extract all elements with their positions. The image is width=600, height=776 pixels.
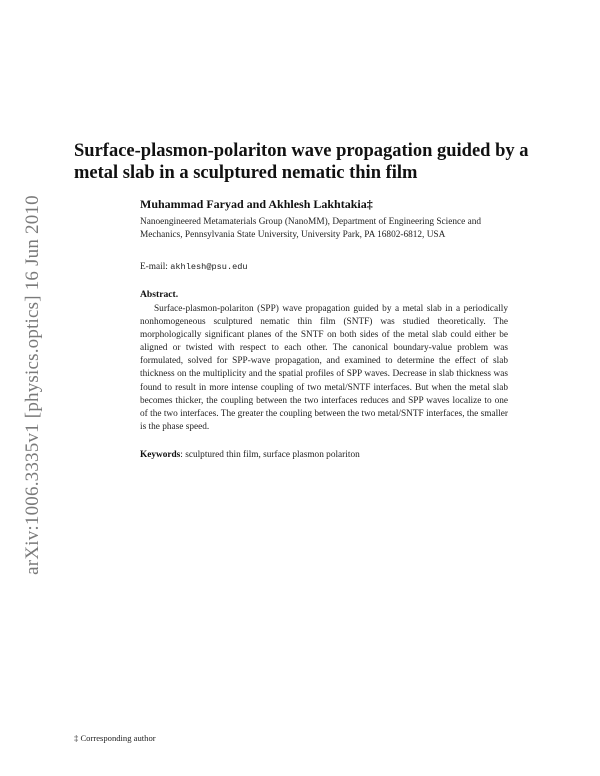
keywords-text: : sculptured thin film, surface plasmon polariton	[180, 450, 360, 460]
email-label: E-mail:	[140, 262, 171, 272]
email-address[interactable]: akhlesh@psu.edu	[170, 262, 248, 272]
abstract-heading: Abstract.	[140, 289, 179, 300]
arxiv-identifier: arXiv:1006.3335v1 [physics.optics] 16 Jun 2010	[22, 195, 43, 575]
paper-authors: Muhammad Faryad and Akhlesh Lakhtakia‡	[140, 197, 373, 211]
corresponding-author-footnote: ‡ Corresponding author	[74, 733, 156, 743]
abstract-body: Surface-plasmon-polariton (SPP) wave propagation guided by a metal slab in a periodically nonhomogeneous sculptured nematic thin film (SNTF) was studied theoretically. The morphologically significant planes of the SNTF on both sides of the metal slab could either be aligned or twisted with respect to each other. The canonical boundary-value problem was formulated, solved for SPP-wave propagation, and examined to determine the effect of slab thickness on the multiplicity and the spatial profiles of SPP waves. Decrease in slab thickness was found to result in more intense coupling of two metal/SNTF interfaces. But when the metal slab becomes thicker, the coupling between the two interfaces reduces and SPP waves localize to one of the two interfaces. The greater the coupling between the two metal/SNTF interfaces, the smaller is the phase speed.	[140, 304, 508, 432]
paper-title: Surface-plasmon-polariton wave propagation guided by a metal slab in a sculptured nematic thin film	[74, 141, 529, 183]
author-email	[140, 262, 248, 272]
keywords-label: Keywords	[140, 450, 181, 460]
author-affiliation: Nanoengineered Metamaterials Group (NanoMM), Department of Engineering Science and Mechanics, Pennsylvania State University, University Park, PA 16802-6812, USA	[140, 217, 482, 240]
keywords	[140, 450, 360, 460]
arxiv-stamp	[8, 170, 58, 600]
